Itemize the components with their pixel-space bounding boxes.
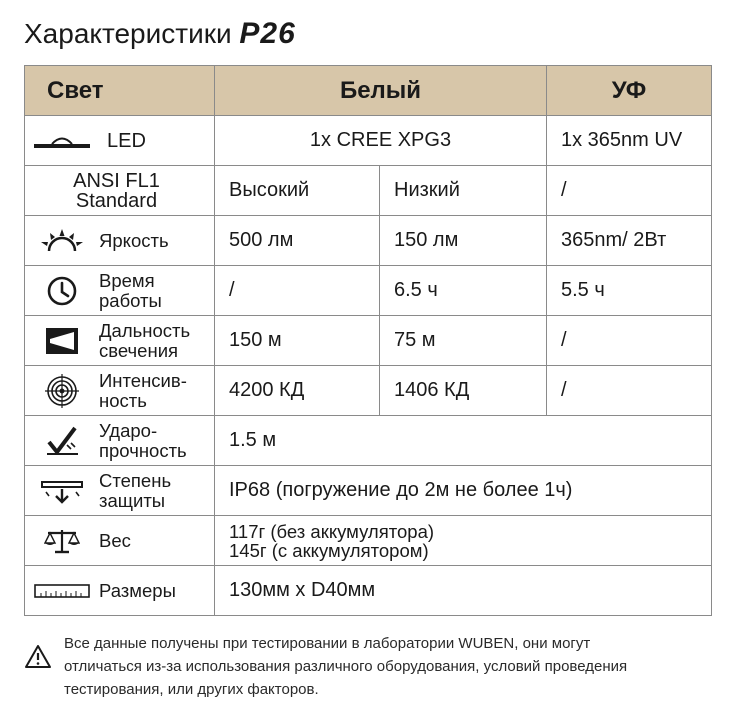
intensity-label-line2: ность: [99, 389, 147, 411]
impact-value: 1.5 м: [215, 416, 712, 466]
intensity-high: 4200 КД: [215, 366, 380, 416]
table-row-size: [25, 566, 712, 616]
runtime-high: /: [215, 266, 380, 316]
intensity-low: 1406 КД: [380, 366, 547, 416]
disclaimer-line1: Все данные получены при тестировании в лаборатории WUBEN, они могут: [64, 635, 591, 652]
warning-icon: [24, 632, 64, 701]
weight-value-line1: 117г (без аккумулятора): [229, 520, 435, 542]
spec-table: [24, 65, 712, 616]
intensity-uv: /: [547, 366, 712, 416]
distance-label-line1: Дальность: [99, 319, 191, 341]
mode-uv: /: [547, 166, 712, 216]
target-icon: [25, 374, 99, 408]
ansi-label-line2: Standard: [75, 189, 158, 212]
title-prefix: Характеристики: [24, 18, 232, 49]
runtime-label-cell: [25, 266, 215, 316]
brightness-high: 500 лм: [215, 216, 380, 266]
waterproof-icon: [25, 478, 99, 504]
led-white: 1x CREE XPG3: [215, 116, 547, 166]
header-white: Белый: [215, 66, 547, 116]
brightness-rays-icon: [25, 228, 99, 254]
intensity-label-line1: Интенсив-: [99, 369, 187, 391]
size-label-cell: [25, 566, 215, 616]
mode-high: Высокий: [215, 166, 380, 216]
table-row-runtime: [25, 266, 712, 316]
disclaimer-line2: отличаться из-за использования различного оборудования, условий проведения: [64, 658, 628, 675]
table-row-impact: [25, 416, 712, 466]
table-row-weight: [25, 516, 712, 566]
table-row-brightness: [25, 216, 712, 266]
protection-label-cell: [25, 466, 215, 516]
impact-label-line2: прочность: [99, 439, 187, 461]
distance-label-line2: свечения: [99, 339, 179, 361]
weight-label-cell: [25, 516, 215, 566]
scale-balance-icon: [25, 528, 99, 554]
disclaimer-note: [24, 632, 714, 701]
beam-distance-icon: [25, 327, 99, 355]
distance-low: 75 м: [380, 316, 547, 366]
runtime-label-line1: Время: [99, 269, 155, 291]
led-chip-icon: [25, 131, 99, 151]
disclaimer-text: [64, 632, 627, 701]
distance-uv: /: [547, 316, 712, 366]
ansi-label-cell: [25, 166, 215, 216]
distance-high: 150 м: [215, 316, 380, 366]
ruler-icon: [25, 584, 99, 598]
runtime-uv: 5.5 ч: [547, 266, 712, 316]
title-model: P26: [239, 17, 296, 50]
impact-label-cell: [25, 416, 215, 466]
runtime-low: 6.5 ч: [380, 266, 547, 316]
protection-label-line1: Степень: [99, 469, 172, 491]
table-row-protection: [25, 466, 712, 516]
header-uv: УФ: [547, 66, 712, 116]
led-label: LED: [107, 129, 146, 152]
table-row-distance: [25, 316, 712, 366]
mode-low: Низкий: [380, 166, 547, 216]
intensity-label-cell: [25, 366, 215, 416]
protection-label-line2: защиты: [99, 489, 166, 511]
distance-label-cell: [25, 316, 215, 366]
led-uv: 1x 365nm UV: [547, 116, 712, 166]
impact-check-icon: [25, 425, 99, 457]
runtime-label-line2: работы: [99, 289, 162, 311]
impact-label-line1: Ударо-: [99, 419, 158, 441]
table-header-row: [25, 66, 712, 116]
header-light: Свет: [25, 66, 215, 116]
table-row-intensity: [25, 366, 712, 416]
brightness-low: 150 лм: [380, 216, 547, 266]
brightness-label-cell: [25, 216, 215, 266]
table-row-modes: [25, 166, 712, 216]
weight-value-line2: 145г (с аккумулятором): [229, 539, 429, 561]
clock-icon: [25, 275, 99, 307]
disclaimer-line3: тестирования, или других факторов.: [64, 681, 319, 698]
protection-value: IP68 (погружение до 2м не более 1ч): [215, 466, 712, 516]
brightness-label: Яркость: [99, 229, 169, 251]
brightness-uv: 365nm/ 2Вт: [547, 216, 712, 266]
size-label: Размеры: [99, 579, 176, 601]
size-value: 130мм x D40мм: [215, 566, 712, 616]
page-title: [24, 16, 296, 52]
led-label-cell: [25, 116, 215, 166]
weight-value: [215, 516, 712, 566]
weight-label: Вес: [99, 529, 131, 551]
ansi-label-line1: ANSI FL1: [73, 169, 160, 192]
table-row-led: [25, 116, 712, 166]
